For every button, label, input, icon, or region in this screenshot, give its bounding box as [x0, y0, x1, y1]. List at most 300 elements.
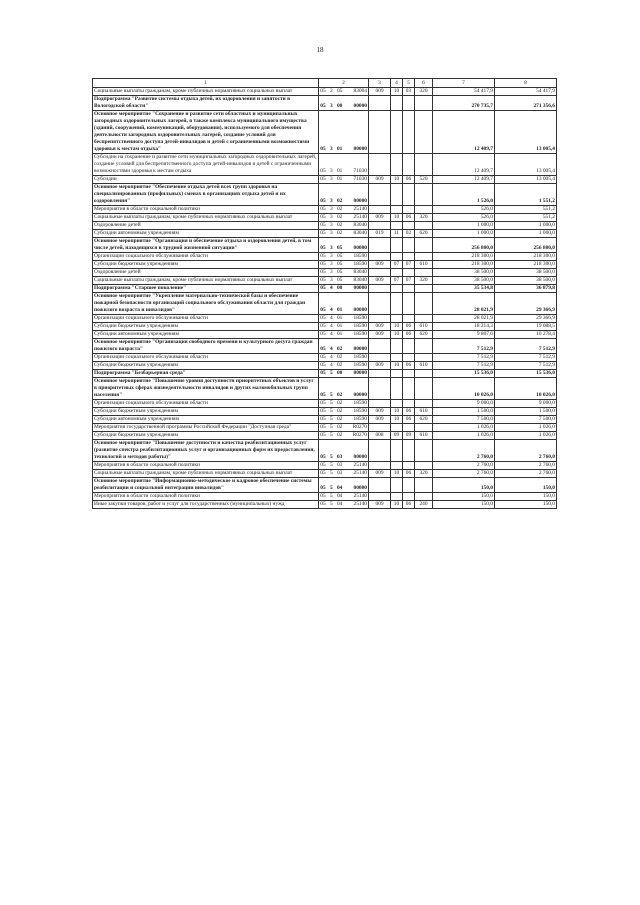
- expense-type-cell: 610: [415, 323, 433, 331]
- section-code-cell: [391, 478, 403, 493]
- code-part: 3: [329, 206, 333, 212]
- amount-year2-cell: 10 278,4: [495, 331, 557, 339]
- row-name-cell: Основное мероприятие "Сохранение и развитие сети областных и муниципальных загородных оздоровительных лагерей, в также комплекса муниципального имущества (зданий, сооружений, коммуникаций, оборудования), используемого для обеспечения деятельности загородных оздоровительных лагерей, создание условий для беспрепятственного доступа детей-инвалидов и детей с ограниченными возможностями здоровья к местам отдыха": [93, 111, 319, 154]
- table-row: [93, 331, 557, 339]
- code-part: 02: [336, 424, 343, 430]
- ministry-code-cell: [369, 269, 391, 277]
- section-code-cell: [391, 222, 403, 230]
- subsection-code-cell: [403, 339, 415, 354]
- subsection-code-cell: 06: [403, 470, 415, 478]
- column-header: 6: [415, 79, 433, 88]
- row-name-cell: Основное мероприятие "Организация и обеспечение отдыха и оздоровления детей, в том числе детей, находящихся в трудной жизненной ситуации": [93, 238, 319, 253]
- ministry-code-cell: 009: [369, 501, 391, 509]
- target-code-cell: [319, 331, 369, 339]
- target-code-cell: [319, 432, 369, 440]
- code-part: 05: [320, 501, 326, 507]
- amount-year2-cell: 1 000,0: [495, 230, 557, 238]
- code-part: 05: [320, 198, 326, 204]
- code-part: 00000: [353, 485, 367, 491]
- row-name-cell: Субсидии: [93, 176, 319, 184]
- code-part: 05: [320, 269, 326, 275]
- code-part: 02: [336, 400, 343, 406]
- subsection-code-cell: 06: [403, 501, 415, 509]
- row-name-cell: Основное мероприятие "Информационно-методическое и кадровое обеспечение системы реабилитации и социальной интеграции инвалидов": [93, 478, 319, 493]
- ministry-code-cell: [369, 440, 391, 462]
- table-row: [93, 238, 557, 253]
- target-code-cell: [319, 285, 369, 293]
- code-part: 05: [320, 470, 326, 476]
- subsection-code-cell: 06: [403, 416, 415, 424]
- section-code-cell: [391, 424, 403, 432]
- section-code-cell: [391, 238, 403, 253]
- ministry-code-cell: [369, 293, 391, 315]
- code-part: 4: [329, 285, 333, 291]
- code-part: 04: [336, 485, 343, 491]
- target-code-cell: [319, 88, 369, 96]
- ministry-code-cell: 009: [369, 277, 391, 285]
- amount-year1-cell: 150,0: [433, 501, 495, 509]
- code-part: 05: [336, 253, 343, 259]
- code-part: 02: [336, 416, 343, 422]
- table-row: [93, 462, 557, 470]
- code-part: 05: [320, 176, 326, 182]
- code-part: 00000: [353, 103, 367, 109]
- code-part: 5: [329, 392, 333, 398]
- target-code-cell: [319, 315, 369, 323]
- row-name-cell: Субсидии бюджетным учреждениям: [93, 408, 319, 416]
- section-code-cell: [391, 354, 403, 362]
- expense-type-cell: [415, 96, 433, 111]
- expense-type-cell: [415, 315, 433, 323]
- amount-year2-cell: 1 500,0: [495, 408, 557, 416]
- row-name-cell: Организации социального обслуживания области: [93, 315, 319, 323]
- code-part: 05: [320, 392, 326, 398]
- ministry-code-cell: 009: [369, 88, 391, 96]
- subsection-code-cell: [403, 238, 415, 253]
- code-part: 01: [336, 323, 343, 329]
- table-row: [93, 293, 557, 315]
- row-name-cell: Основное мероприятие "Повышение уровня доступности приоритетных объектов и услуг в приоритетных сферах жизнедеятельности инвалидов и других маломобильных групп населения": [93, 378, 319, 400]
- ministry-code-cell: 009: [369, 362, 391, 370]
- code-part: 25140: [353, 462, 367, 468]
- code-part: 5: [329, 493, 333, 499]
- row-name-cell: Мероприятия в области социальной политики: [93, 462, 319, 470]
- target-code-cell: [319, 354, 369, 362]
- code-part: R0270: [352, 424, 367, 430]
- code-part: 01: [336, 168, 343, 174]
- code-part: 02: [336, 432, 343, 438]
- ministry-code-cell: [369, 424, 391, 432]
- subsection-code-cell: [403, 440, 415, 462]
- code-part: 05: [320, 307, 326, 313]
- amount-year1-cell: 12 409,7: [433, 111, 495, 154]
- amount-year1-cell: 9 000,0: [433, 400, 495, 408]
- code-part: 02: [336, 214, 343, 220]
- code-part: 5: [329, 454, 333, 460]
- row-name-cell: Субсидии бюджетным учреждениям: [93, 362, 319, 370]
- code-part: 02: [336, 222, 343, 228]
- amount-year1-cell: 12 409,7: [433, 154, 495, 176]
- code-part: 18590: [353, 400, 367, 406]
- target-code-cell: [319, 400, 369, 408]
- ministry-code-cell: 009: [369, 470, 391, 478]
- expense-type-cell: [415, 111, 433, 154]
- section-code-cell: 10: [391, 88, 403, 96]
- section-code-cell: [391, 440, 403, 462]
- ministry-code-cell: [369, 238, 391, 253]
- code-part: 05: [336, 245, 343, 251]
- expense-type-cell: 610: [415, 408, 433, 416]
- amount-year2-cell: 29 366,9: [495, 293, 557, 315]
- expense-type-cell: [415, 285, 433, 293]
- amount-year2-cell: 19 088,5: [495, 323, 557, 331]
- code-part: 02: [336, 362, 343, 368]
- row-name-cell: Мероприятия в области социальной политики: [93, 493, 319, 501]
- code-part: 3: [329, 230, 333, 236]
- code-part: 18590: [353, 261, 367, 267]
- code-part: 02: [336, 230, 343, 236]
- code-part: 05: [320, 354, 326, 360]
- table-row: [93, 214, 557, 222]
- row-name-cell: Мероприятия государственной программы Российской Федерации "Доступная среда": [93, 424, 319, 432]
- table-row: [93, 470, 557, 478]
- amount-year1-cell: 526,0: [433, 206, 495, 214]
- amount-year1-cell: 15 536,0: [433, 370, 495, 378]
- code-part: 4: [329, 307, 333, 313]
- expense-type-cell: [415, 462, 433, 470]
- ministry-code-cell: [369, 184, 391, 206]
- code-part: 02: [336, 408, 343, 414]
- code-part: 05: [320, 222, 326, 228]
- subsection-code-cell: [403, 478, 415, 493]
- amount-year2-cell: 2 760,0: [495, 462, 557, 470]
- section-code-cell: 10: [391, 470, 403, 478]
- subsection-code-cell: 09: [403, 432, 415, 440]
- code-part: 25140: [353, 501, 367, 507]
- code-part: 01: [336, 315, 343, 321]
- target-code-cell: [319, 154, 369, 176]
- section-code-cell: 10: [391, 416, 403, 424]
- section-code-cell: 07: [391, 261, 403, 269]
- subsection-code-cell: [403, 293, 415, 315]
- target-code-cell: [319, 478, 369, 493]
- row-name-cell: Основное мероприятие "Укрепление материально-технической базы и обеспечение пожарной безопасности организаций социального обслуживания области для граждан пожилого возраста и инвалидов": [93, 293, 319, 315]
- amount-year1-cell: 1 026,0: [433, 424, 495, 432]
- table-row: [93, 184, 557, 206]
- table-row: [93, 370, 557, 378]
- ministry-code-cell: 009: [369, 214, 391, 222]
- section-code-cell: [391, 400, 403, 408]
- code-part: 05: [336, 277, 343, 283]
- code-part: 04: [336, 493, 343, 499]
- amount-year1-cell: 526,0: [433, 214, 495, 222]
- subsection-code-cell: [403, 493, 415, 501]
- target-code-cell: [319, 96, 369, 111]
- code-part: 05: [320, 454, 326, 460]
- expense-type-cell: [415, 400, 433, 408]
- code-part: 01: [336, 331, 343, 337]
- code-part: 01: [336, 307, 343, 313]
- code-part: 3: [329, 277, 333, 283]
- section-code-cell: 10: [391, 408, 403, 416]
- target-code-cell: [319, 230, 369, 238]
- expense-type-cell: [415, 493, 433, 501]
- amount-year1-cell: 150,0: [433, 478, 495, 493]
- ministry-code-cell: 009: [369, 261, 391, 269]
- ministry-code-cell: [369, 111, 391, 154]
- code-part: 4: [329, 354, 333, 360]
- code-part: 05: [320, 253, 326, 259]
- ministry-code-cell: 008: [369, 432, 391, 440]
- code-part: 05: [320, 493, 326, 499]
- amount-year1-cell: 7 512,9: [433, 339, 495, 354]
- table-row: [93, 206, 557, 214]
- row-name-cell: Субсидии автономным учреждениям: [93, 230, 319, 238]
- column-header: 5: [403, 79, 415, 88]
- code-part: 3: [329, 198, 333, 204]
- table-row: [93, 424, 557, 432]
- code-part: 00000: [353, 198, 367, 204]
- amount-year1-cell: 1 000,0: [433, 230, 495, 238]
- subsection-code-cell: 06: [403, 214, 415, 222]
- table-row: [93, 354, 557, 362]
- section-code-cell: [391, 206, 403, 214]
- subsection-code-cell: 07: [403, 277, 415, 285]
- code-part: 25140: [353, 493, 367, 499]
- code-part: 05: [320, 400, 326, 406]
- expense-type-cell: 620: [415, 416, 433, 424]
- subsection-code-cell: [403, 354, 415, 362]
- amount-year2-cell: 9 000,0: [495, 400, 557, 408]
- code-part: 5: [329, 462, 333, 468]
- table-row: [93, 362, 557, 370]
- subsection-code-cell: [403, 378, 415, 400]
- expense-type-cell: [415, 293, 433, 315]
- amount-year2-cell: 13 005,4: [495, 111, 557, 154]
- amount-year1-cell: 9 807,6: [433, 331, 495, 339]
- code-part: 5: [329, 485, 333, 491]
- amount-year1-cell: 7 500,0: [433, 416, 495, 424]
- amount-year2-cell: 10 026,0: [495, 378, 557, 400]
- section-code-cell: 10: [391, 176, 403, 184]
- expense-type-cell: [415, 478, 433, 493]
- table-row: [93, 501, 557, 509]
- column-header: 7: [433, 79, 495, 88]
- target-code-cell: [319, 493, 369, 501]
- amount-year2-cell: 13 005,4: [495, 176, 557, 184]
- expense-type-cell: 520: [415, 176, 433, 184]
- code-part: 05: [320, 146, 326, 152]
- ministry-code-cell: [369, 354, 391, 362]
- code-part: 00: [336, 285, 343, 291]
- expense-type-cell: [415, 424, 433, 432]
- expense-type-cell: 240: [415, 501, 433, 509]
- code-part: 3: [329, 176, 333, 182]
- amount-year2-cell: 2 760,0: [495, 470, 557, 478]
- subsection-code-cell: [403, 154, 415, 176]
- table-row: [93, 277, 557, 285]
- subsection-code-cell: [403, 315, 415, 323]
- row-name-cell: Организации социального обслуживания области: [93, 253, 319, 261]
- table-body: [93, 88, 557, 509]
- expense-type-cell: 320: [415, 214, 433, 222]
- code-part: 00000: [353, 307, 367, 313]
- expense-type-cell: [415, 339, 433, 354]
- subsection-code-cell: [403, 462, 415, 470]
- target-code-cell: [319, 424, 369, 432]
- code-part: 05: [320, 88, 326, 94]
- table-row: [93, 478, 557, 493]
- table-row: [93, 440, 557, 462]
- column-header: 1: [93, 79, 319, 88]
- subsection-code-cell: [403, 206, 415, 214]
- amount-year2-cell: 150,0: [495, 501, 557, 509]
- subsection-code-cell: 03: [403, 88, 415, 96]
- table-row: [93, 111, 557, 154]
- code-part: 3: [329, 103, 333, 109]
- ministry-code-cell: [369, 96, 391, 111]
- code-part: 25140: [353, 214, 367, 220]
- subsection-code-cell: 02: [403, 230, 415, 238]
- code-part: 05: [320, 485, 326, 491]
- code-part: 18590: [353, 408, 367, 414]
- amount-year1-cell: 256 800,0: [433, 238, 495, 253]
- code-part: 05: [320, 285, 326, 291]
- code-part: 05: [320, 261, 326, 267]
- expense-type-cell: 320: [415, 470, 433, 478]
- amount-year1-cell: 7 512,9: [433, 354, 495, 362]
- code-part: 18590: [353, 253, 367, 259]
- column-header: 2: [319, 79, 369, 88]
- code-part: 02: [336, 206, 343, 212]
- amount-year1-cell: 2 760,0: [433, 470, 495, 478]
- subsection-code-cell: [403, 222, 415, 230]
- code-part: 5: [329, 424, 333, 430]
- table-row: [93, 285, 557, 293]
- row-name-cell: Субсидии бюджетным учреждениям: [93, 261, 319, 269]
- expense-type-cell: [415, 238, 433, 253]
- table-row: [93, 176, 557, 184]
- subsection-code-cell: [403, 111, 415, 154]
- code-part: 4: [329, 362, 333, 368]
- code-part: 4: [329, 331, 333, 337]
- expense-type-cell: [415, 222, 433, 230]
- code-part: 25140: [353, 206, 367, 212]
- code-part: 3: [329, 146, 333, 152]
- subsection-code-cell: [403, 253, 415, 261]
- code-part: 05: [320, 408, 326, 414]
- table-row: [93, 269, 557, 277]
- subsection-code-cell: [403, 269, 415, 277]
- row-name-cell: Организации социального обслуживания области: [93, 400, 319, 408]
- target-code-cell: [319, 111, 369, 154]
- expense-type-cell: [415, 253, 433, 261]
- target-code-cell: [319, 184, 369, 206]
- table-row: [93, 253, 557, 261]
- code-part: 05: [320, 230, 326, 236]
- section-code-cell: 11: [391, 230, 403, 238]
- row-name-cell: Подпрограмма "Развитие системы отдыха детей, их оздоровления и занятости в Вологодской области": [93, 96, 319, 111]
- code-part: 4: [329, 315, 333, 321]
- code-part: 00: [336, 103, 343, 109]
- amount-year2-cell: 7 512,9: [495, 354, 557, 362]
- subsection-code-cell: [403, 184, 415, 206]
- expense-type-cell: [415, 354, 433, 362]
- code-part: 5: [329, 501, 333, 507]
- row-name-cell: Основное мероприятие "Обеспечение отдыха детей всех групп здоровья на специализированных (профильных) сменах в организациях отдыха детей и их оздоровления": [93, 184, 319, 206]
- code-part: 05: [320, 103, 326, 109]
- code-part: 05: [336, 269, 343, 275]
- ministry-code-cell: 009: [369, 416, 391, 424]
- amount-year2-cell: 15 536,0: [495, 370, 557, 378]
- code-part: 3: [329, 253, 333, 259]
- target-code-cell: [319, 408, 369, 416]
- amount-year2-cell: 38 500,0: [495, 277, 557, 285]
- code-part: 5: [329, 432, 333, 438]
- amount-year1-cell: 2 760,0: [433, 440, 495, 462]
- section-code-cell: [391, 315, 403, 323]
- ministry-code-cell: 009: [369, 176, 391, 184]
- amount-year2-cell: 1 026,0: [495, 424, 557, 432]
- row-name-cell: Субсидии на сохранение и развитие сети муниципальных загородных оздоровительных лагерей, создание условий для беспрепятственного доступа детей-инвалидов и детей с ограниченными возможностями здоровья к местам отдыха: [93, 154, 319, 176]
- code-part: 00000: [353, 392, 367, 398]
- target-code-cell: [319, 470, 369, 478]
- code-part: 05: [320, 277, 326, 283]
- table-row: [93, 400, 557, 408]
- code-part: 04: [336, 501, 343, 507]
- row-name-cell: Подпрограмма "Старшее поколение": [93, 285, 319, 293]
- row-name-cell: Субсидии автономным учреждениям: [93, 416, 319, 424]
- expense-type-cell: [415, 269, 433, 277]
- section-code-cell: [391, 111, 403, 154]
- expense-type-cell: [415, 440, 433, 462]
- code-part: 3: [329, 269, 333, 275]
- amount-year2-cell: 150,0: [495, 493, 557, 501]
- amount-year1-cell: 1 000,0: [433, 222, 495, 230]
- code-part: 71030: [353, 168, 367, 174]
- ministry-code-cell: [369, 154, 391, 176]
- code-part: 3: [329, 222, 333, 228]
- amount-year2-cell: 551,2: [495, 214, 557, 222]
- target-code-cell: [319, 323, 369, 331]
- code-part: 4: [329, 346, 333, 352]
- amount-year2-cell: 7 512,9: [495, 339, 557, 354]
- amount-year2-cell: 36 879,8: [495, 285, 557, 293]
- expense-type-cell: [415, 154, 433, 176]
- row-name-cell: Иные закупки товаров, работ и услуг для государственных (муниципальных) нужд: [93, 501, 319, 509]
- expense-type-cell: [415, 184, 433, 206]
- table-row: [93, 323, 557, 331]
- amount-year1-cell: 150,0: [433, 493, 495, 501]
- amount-year1-cell: 35 534,8: [433, 285, 495, 293]
- table-row: [93, 408, 557, 416]
- table-row: [93, 339, 557, 354]
- target-code-cell: [319, 339, 369, 354]
- code-part: 05: [320, 424, 326, 430]
- section-code-cell: 10: [391, 214, 403, 222]
- row-name-cell: Субсидии бюджетным учреждениям: [93, 432, 319, 440]
- code-part: 05: [336, 88, 343, 94]
- target-code-cell: [319, 269, 369, 277]
- target-code-cell: [319, 378, 369, 400]
- expense-type-cell: 320: [415, 88, 433, 96]
- amount-year1-cell: 38 500,0: [433, 269, 495, 277]
- row-name-cell: Субсидии автономным учреждениям: [93, 331, 319, 339]
- code-part: 05: [320, 315, 326, 321]
- column-header: 8: [495, 79, 557, 88]
- ministry-code-cell: [369, 462, 391, 470]
- amount-year1-cell: 10 026,0: [433, 378, 495, 400]
